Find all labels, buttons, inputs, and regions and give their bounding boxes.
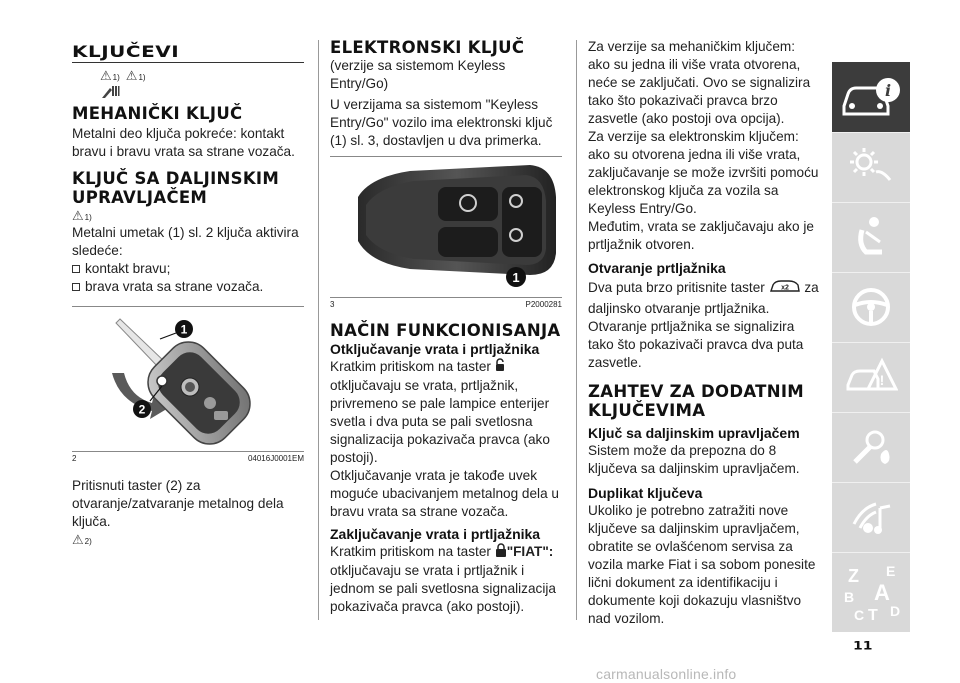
nav-tab-dashboard[interactable] [832, 132, 910, 202]
section-title-additional-keys: ZAHTEV ZA DODATNIM KLJUČEVIMA [588, 382, 804, 420]
trunk-button-icon [769, 277, 801, 300]
figure-number: 3 [330, 300, 335, 309]
svg-text:A: A [874, 580, 890, 605]
subsection-unlocking: Otključavanje vrata i prtljažnika [330, 341, 540, 357]
electronic-key-subtitle: (verzije sa sistemom Keyless Entry/Go) [330, 58, 506, 91]
nav-tab-maintenance[interactable] [832, 412, 910, 482]
section-title-operation: NAČIN FUNKCIONISANJA [330, 321, 561, 340]
page-title: KLJUČEVI [72, 41, 180, 61]
trunk-opening-text-cont: daljinsko otvaranje prtljažnika. [588, 301, 770, 316]
warning-triangle-icon: ⚠ [125, 68, 138, 83]
callout-2: 2 [138, 402, 146, 417]
electronic-key-intro: U verzijama sa sistemom "Keyless Entry/Go" vozilo ima elektronski ključ (1) sl. 3, dostavljen u dva primerka. [330, 97, 553, 148]
nav-tab-safety[interactable] [832, 202, 910, 272]
electronic-key-note: Za verzije sa elektronskim ključem: ako su otvorena jedna ili više vrata, zaključavanje se može izvršiti pomoću elektronskog ključa za vozila sa Keyless Entry/Go. [588, 129, 819, 216]
figure-code: 04016J0001EM [247, 454, 304, 463]
page-number: 11 [853, 640, 873, 653]
watermark: carmanualsonline.info [596, 666, 737, 682]
warning-triangle-icon: ⚠ [100, 68, 112, 83]
callout-1: 1 [180, 322, 188, 337]
trunk-opening-text: Dva puta brzo pritisnite taster x2 za [588, 277, 820, 300]
nav-tab-car-info[interactable] [832, 62, 910, 132]
section-title-mechanical-key: MEHANIČKI KLJUČ [72, 104, 243, 123]
svg-text:D: D [890, 603, 901, 619]
svg-text:!: ! [879, 372, 885, 388]
figure-number: 2 [72, 454, 77, 463]
warning-ref: ⚠ 2) [72, 532, 92, 547]
subsection-duplicate-keys: Duplikat ključeva [588, 485, 703, 501]
figure-caption [72, 452, 304, 463]
svg-text:x2: x2 [780, 284, 789, 292]
column-divider [576, 40, 577, 620]
svg-text:i: i [884, 81, 892, 100]
column-divider [318, 40, 319, 620]
mechanical-key-text: Metalni deo ključa pokreće: kontakt bravu i bravu vrata sa strane vozača. [72, 126, 295, 159]
lock-button-icon [495, 543, 507, 562]
locking-text: Kratkim pritiskom na taster "FIAT": otključavaju se vrata i prtljažnik i jednom se pali svetlosna signalizacija pokazivača pravca (ako postoji). [330, 544, 556, 614]
figure-electronic-key [330, 157, 562, 297]
section-title-electronic-key: ELEKTRONSKI KLJUČ [330, 38, 525, 57]
unlocking-text-2: Otključavanje vrata je takođe uvek moguće ubacivanjem metalnog dela u bravu vrata sa strane vozača. [330, 468, 559, 519]
warning-refs [100, 69, 304, 82]
trunk-signal-text: Otvaranje prtljažnika se signalizira tako što pokazivači pravca dva puta zasvetle. [588, 319, 804, 370]
mechanical-key-note: Za verzije sa mehaničkim ključem: ako su jedna ili više vrata otvorena, neće se zaključati. Ovo se signalizira tako što pokazivači pravca brzo zasvetle (ako postoji ova opcija). [588, 39, 811, 126]
steering-wheel-icon [849, 285, 893, 329]
chapter-sidebar [832, 62, 910, 632]
subsection-remote-key: Ključ sa daljinskim upravljačem [588, 425, 800, 441]
car-info-icon [838, 72, 904, 122]
unlocking-text: Kratkim pritiskom na taster otključavaju se vrata, prtljažnik, privremeno se pale lampice enterijer svetla i dva puta se pali svetlosna signalizacija pokazivača pravca (ako postoji). [330, 359, 550, 465]
title-rule [72, 62, 304, 63]
figure-flip-key [72, 307, 304, 451]
warning-ref: ⚠ 1) [125, 68, 146, 83]
warning-refs [72, 533, 304, 546]
callout-1: 1 [512, 270, 520, 285]
nav-tab-multimedia[interactable] [832, 482, 910, 552]
column-2 [330, 38, 562, 616]
warning-triangle-icon: ⚠ [72, 532, 84, 547]
remote-key-count-text: Sistem može da prepozna do 8 ključeva sa daljinskim upravljačem. [588, 443, 800, 476]
wrench-fuel-icon [847, 424, 895, 470]
figure-caption [330, 298, 562, 309]
unlock-button-icon [495, 358, 505, 377]
figure-code: P2000281 [525, 300, 562, 309]
list-item: kontakt bravu; [72, 260, 304, 278]
warning-refs [72, 209, 304, 222]
flip-key-text: Pritisnuti taster (2) za otvaranje/zatvaranje metalnog dela ključa. [72, 478, 284, 529]
subsection-locking: Zaključavanje vrata i prtljažnika [330, 526, 541, 542]
svg-text:T: T [868, 607, 878, 624]
electronic-key-illustration [330, 157, 562, 297]
column-3 [588, 38, 820, 628]
bottle-warning-icon [100, 84, 304, 100]
index-letters-icon [838, 560, 904, 624]
svg-text:B: B [844, 589, 855, 605]
trunk-open-note: Međutim, vrata se zaključavaju ako je prtljažnik otvoren. [588, 219, 814, 252]
svg-text:E: E [886, 563, 896, 579]
nav-tab-emergency[interactable] [832, 342, 910, 412]
nav-tab-index[interactable] [832, 552, 910, 632]
duplicate-keys-text: Ukoliko je potrebno zatražiti nove ključeve sa daljinskim upravljačem, obratite se ovlašćenom servisa za vozila marke Fiat i sa sobom ponesite lični dokument za identifikaciju i dokumente koji dokazuju vlasništvo nad vozilom. [588, 503, 816, 626]
remote-key-text: Metalni umetak (1) sl. 2 ključa aktivira sledeće: [72, 225, 299, 258]
column-1 [72, 42, 304, 548]
warning-ref: ⚠ 1) [72, 208, 92, 223]
car-warning-icon [844, 355, 898, 399]
svg-text:Z: Z [848, 566, 859, 586]
dashboard-lights-icon [846, 144, 896, 190]
list-item: brava vrata sa strane vozača. [72, 278, 304, 296]
warning-triangle-icon: ⚠ [72, 208, 84, 223]
multimedia-icon [846, 494, 896, 540]
nav-tab-driving[interactable] [832, 272, 910, 342]
section-title-remote-key: KLJUČ SA DALJINSKIM UPRAVLJAČEM [72, 169, 280, 207]
seat-safety-icon [848, 214, 894, 260]
warning-ref: ⚠ 1) [100, 68, 120, 83]
subsection-trunk-opening: Otvaranje prtljažnika [588, 260, 726, 276]
flip-key-illustration [72, 307, 304, 451]
svg-text:C: C [854, 607, 865, 623]
